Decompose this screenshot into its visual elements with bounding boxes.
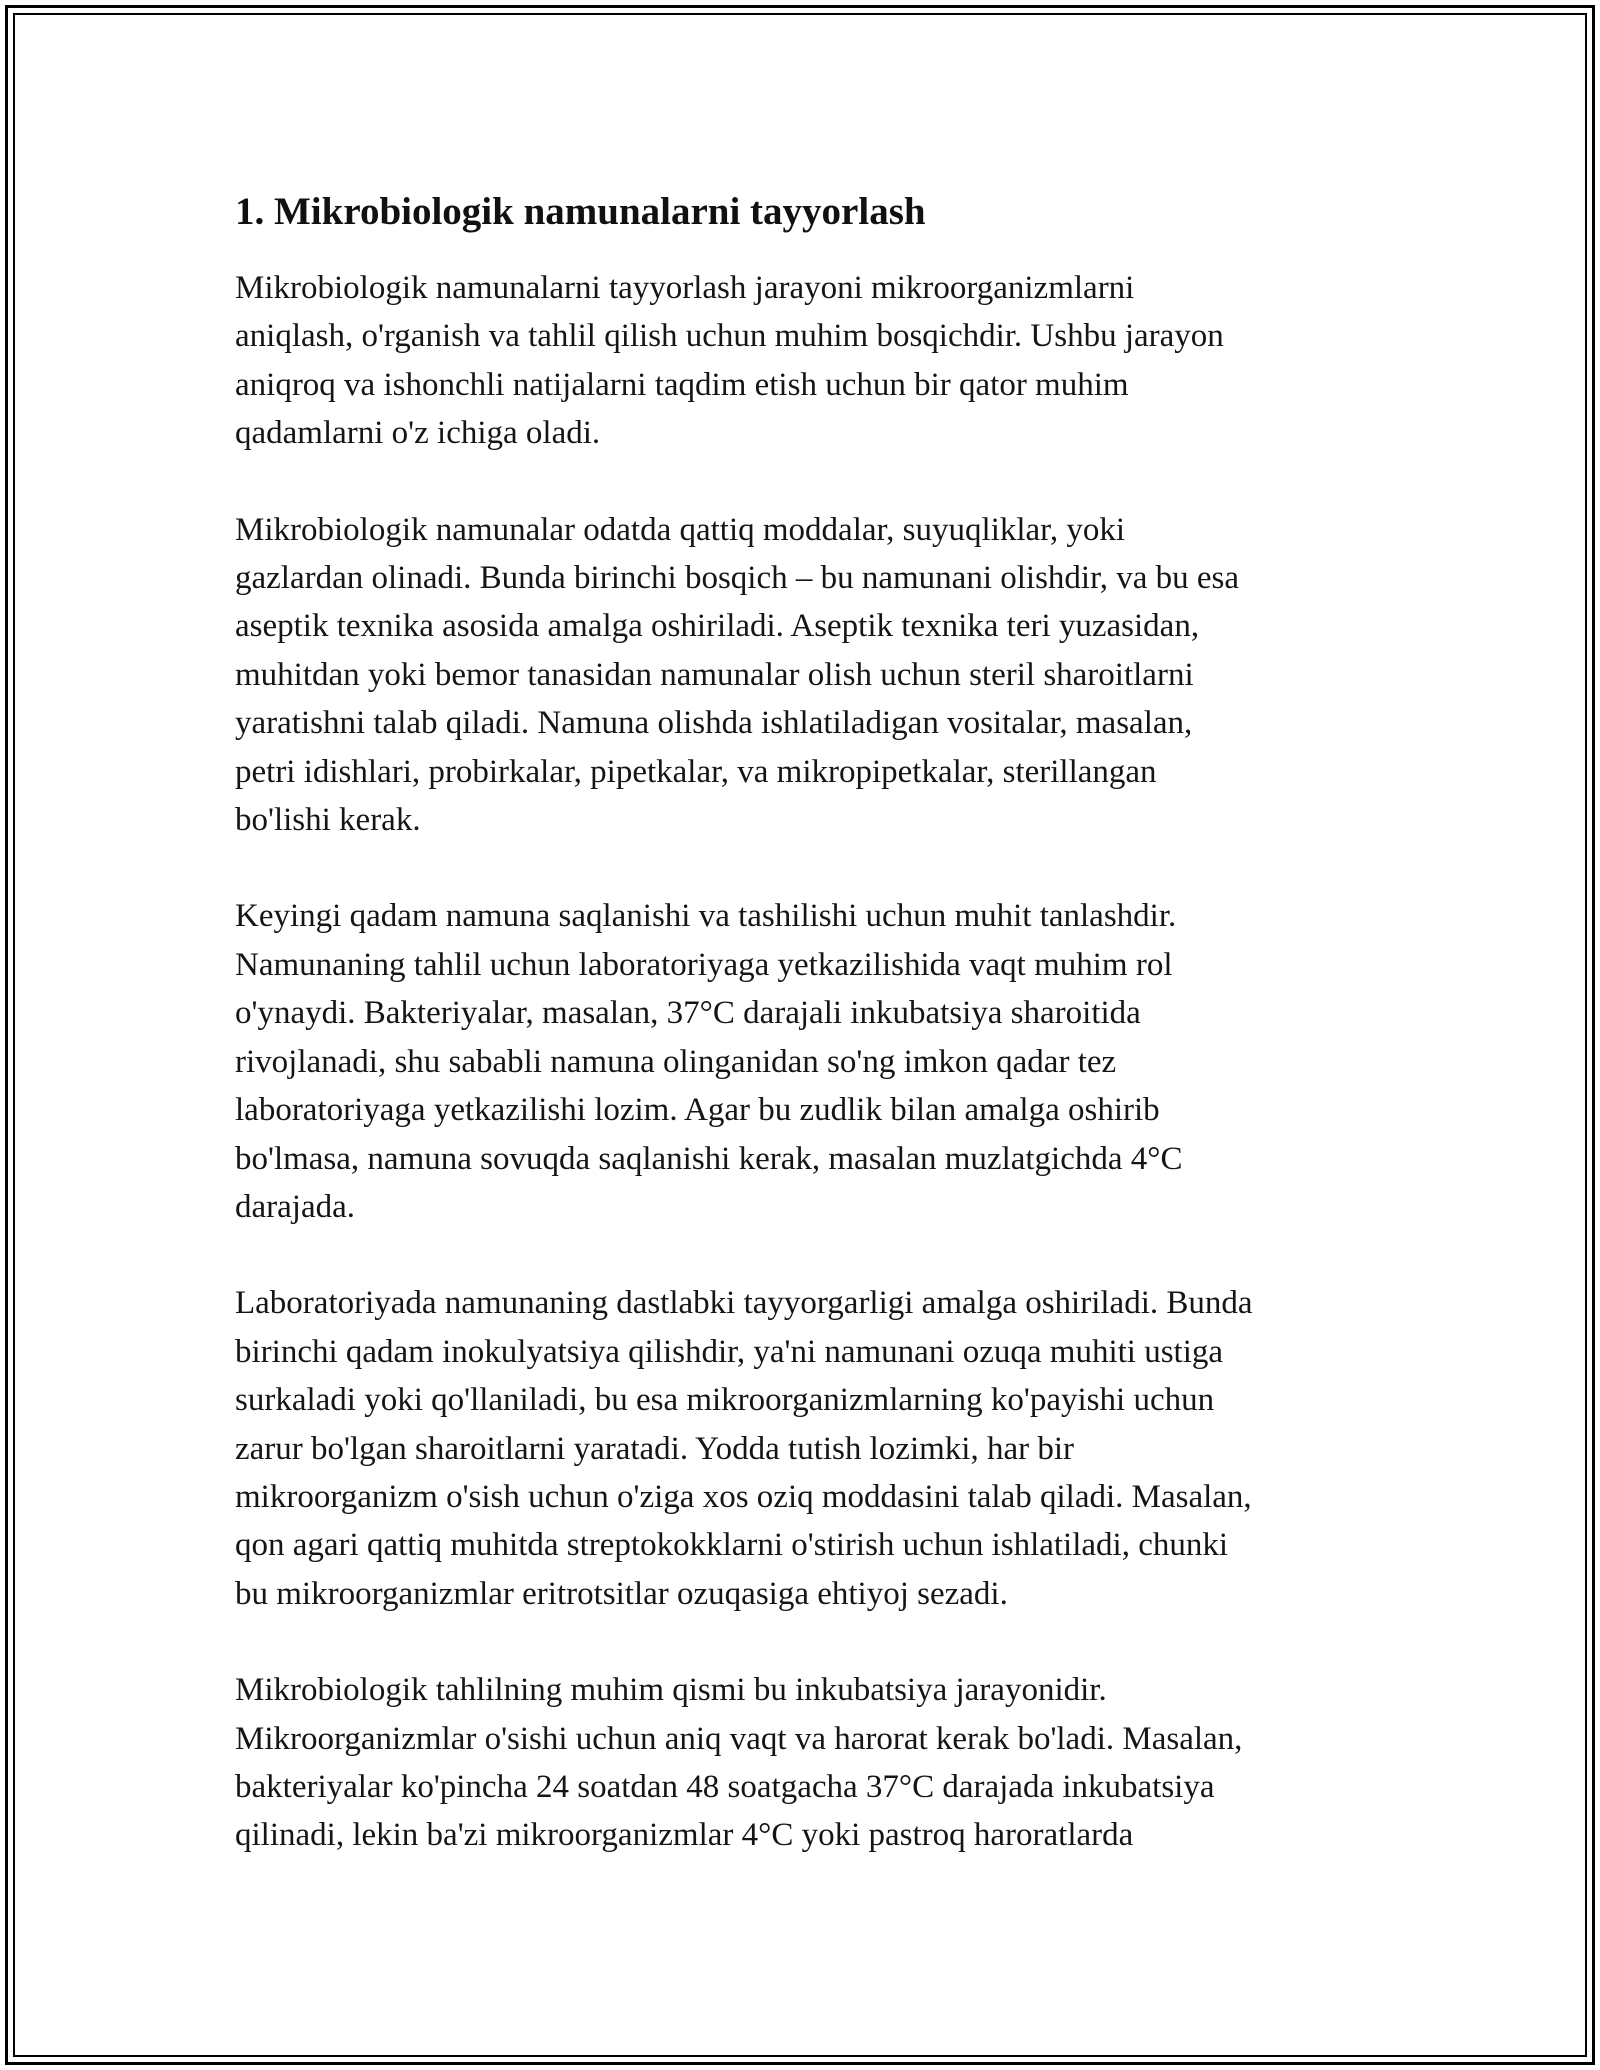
document-body <box>235 186 1370 1908</box>
paragraph-sampling: Mikrobiologik namunalar odatda qattiq moddalar, suyuqliklar, yoki gazlardan olinadi. Bunda birinchi bosqich – bu namunani olishdir, va bu esa aseptik texnika asosida amalga oshiriladi. Aseptik texnika teri yuzasidan, muhitdan yoki bemor tanasidan namunalar olish uchun steril sharoitlarni yaratishni talab qiladi. Namuna olishda ishlatiladigan vositalar, masalan, petri idishlari, probirkalar, pipetkalar, va mikropipetkalar, sterillangan bo'lishi kerak. <box>235 511 1240 839</box>
paragraph-inoculation: Laboratoriyada namunaning dastlabki tayyorgarligi amalga oshiriladi. Bunda birinchi qadam inokulyatsiya qilishdir, ya'ni namunani ozuqa muhiti ustiga surkaladi yoki qo'llaniladi, bu esa mikroorganizmlarning ko'payishi uchun zarur bo'lgan sharoitlarni yaratadi. Yodda tutish lozimki, har bir mikroorganizm o'sish uchun o'ziga xos oziq moddasini talab qiladi. Masalan, qon agari qattiq muhitda streptokokklarni o'stirish uchun ishlatiladi, chunki bu mikroorganizmlar eritrotsitlar ozuqasiga ehtiyoj sezadi. <box>235 1285 1253 1612</box>
paragraph-incubation: Mikrobiologik tahlilning muhim qismi bu inkubatsiya jarayonidir. Mikroorganizmlar o'sishi uchun aniq vaqt va harorat kerak bo'ladi. Masalan, bakteriyalar ko'pincha 24 soatdan 48 soatgacha 37°C darajada inkubatsiya qilinadi, lekin ba'zi mikroorganizmlar 4°C yoki pastroq haroratlarda <box>235 1672 1243 1854</box>
section-heading: 1. Mikrobiologik namunalarni tayyorlash <box>235 190 926 233</box>
paragraph-intro: Mikrobiologik namunalarni tayyorlash jarayoni mikroorganizmlarni aniqlash, o'rganish va tahlil qilish uchun muhim bosqichdir. Ushbu jarayon aniqroq va ishonchli natijalarni taqdim etish uchun bir qator muhim qadamlarni o'z ichiga oladi. <box>235 270 1224 452</box>
paragraph-transport: Keyingi qadam namuna saqlanishi va tashilishi uchun muhit tanlashdir. Namunaning tahlil uchun laboratoriyaga yetkazilishida vaqt muhim rol o'ynaydi. Bakteriyalar, masalan, 37°C darajali inkubatsiya sharoitida rivojlanadi, shu sababli namuna olinganidan so'ng imkon qadar tez laboratoriyaga yetkazilishi lozim. Agar bu zudlik bilan amalga oshirib bo'lmasa, namuna sovuqda saqlanishi kerak, masalan muzlatgichda 4°C darajada. <box>235 898 1183 1225</box>
